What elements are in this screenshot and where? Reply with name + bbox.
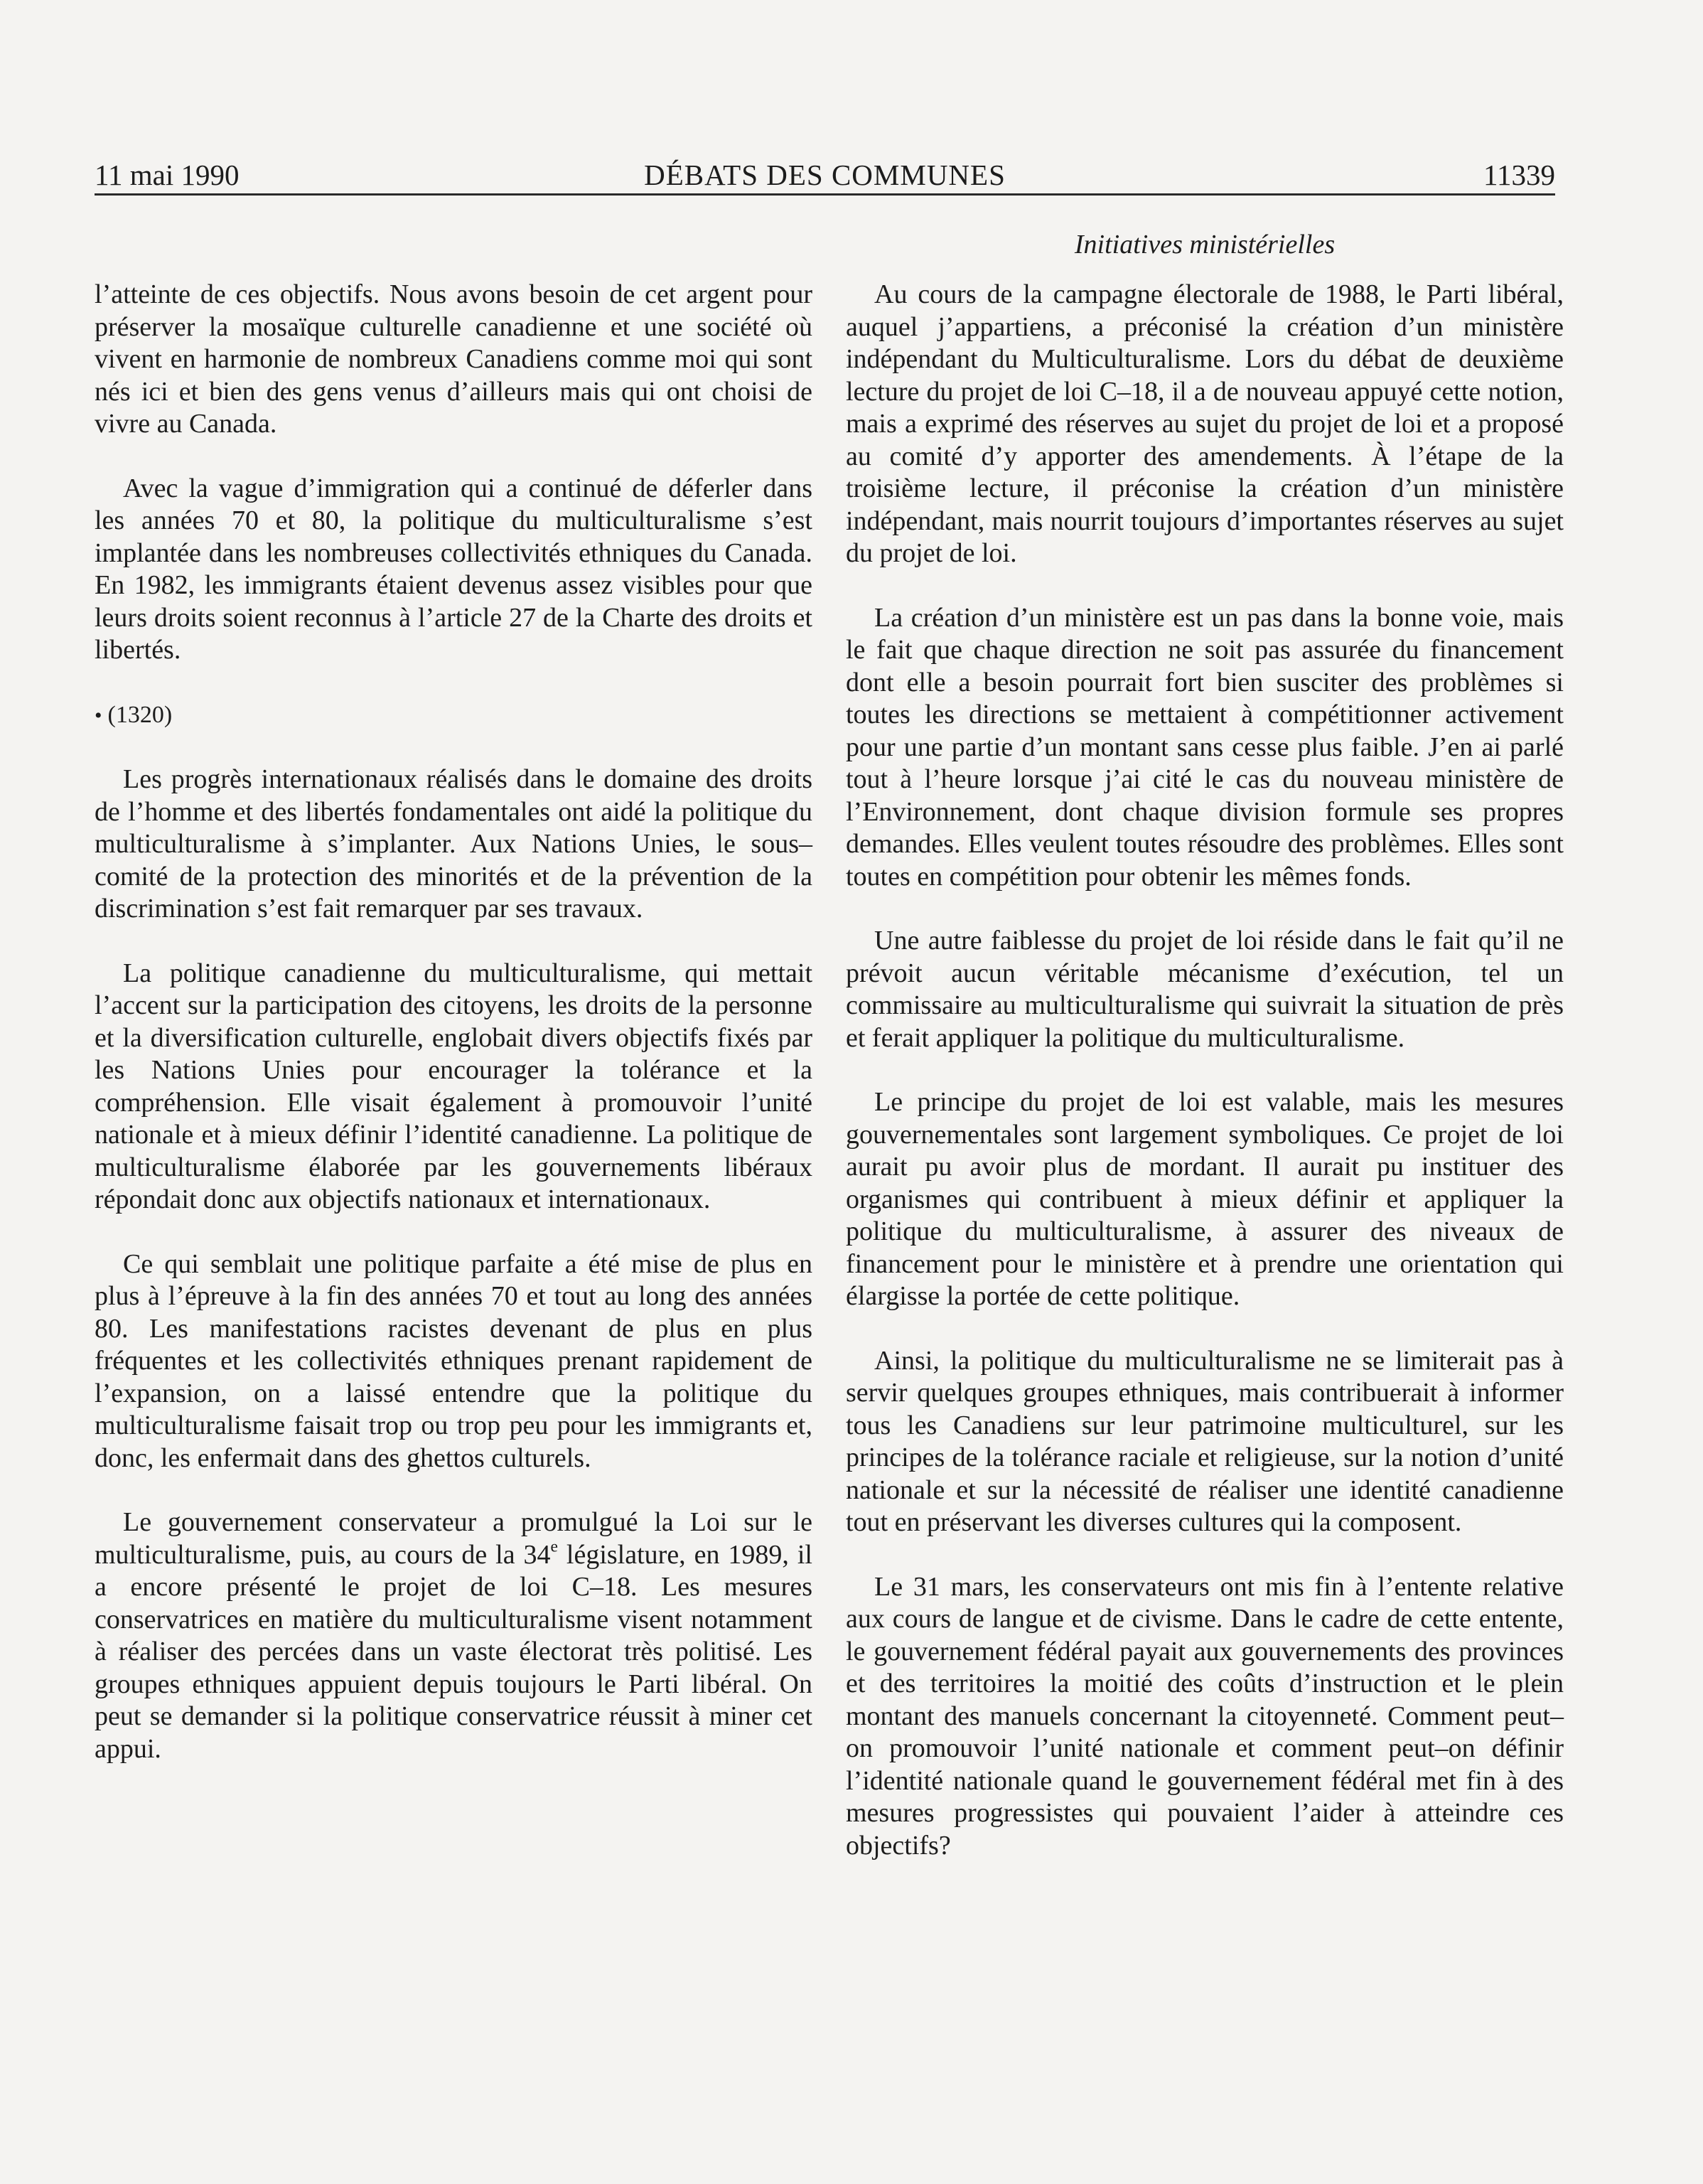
right-column [846,279,1564,1894]
superscript: e [550,1537,558,1556]
header-title: DÉBATS DES COMMUNES [644,159,1006,191]
paragraph: Une autre faiblesse du projet de loi réside dans le fait qu’il ne prévoit aucun véritable mécanisme d’exécution, tel un commissaire au multiculturalisme qui suivrait la situation de près et ferait appliquer la politique du multiculturalisme. [846,926,1564,1053]
paragraph: Avec la vague d’immigration qui a continué de déferler dans les années 70 et 80, la politique du multiculturalisme s’est implantée dans les nombreuses collectivités ethniques du Canada. En 1982, les immigrants étaient devenus assez visibles pour que leurs droits soient reconnus à l’article 27 de la Charte des droits et libertés. [95,473,812,665]
section-subhead: Initiatives ministérielles [1074,230,1336,259]
bullet-icon: • [95,703,102,727]
paragraph: Le principe du projet de loi est valable, mais les mesures gouvernementales sont largement symboliques. Ce projet de loi aurait pu avoir plus de mordant. Il aurait pu instituer des organismes qui contribuent à mieux définir et appliquer la politique du multiculturalisme, à assurer des niveaux de financement pour le ministère et à prendre une orientation qui élargisse la portée de cette politique. [846,1087,1564,1311]
paragraph: l’atteinte de ces objectifs. Nous avons besoin de cet argent pour préserver la mosaïque culturelle canadienne et une société où vivent en harmonie de nombreux Canadiens comme moi qui sont nés ici et bien des gens venus d’ailleurs mais qui ont choisi de vivre au Canada. [95,279,812,439]
paragraph [95,1506,812,1765]
header-page-number: 11339 [1483,159,1555,191]
paragraph: Ainsi, la politique du multiculturalisme ne se limiterait pas à servir quelques groupes ethniques, mais contribuerait à informer tous les Canadiens sur leur patrimoine multiculturel, sur les principes de la tolérance raciale et religieuse, sur la notion d’unité nationale et sur la nécessité de réaliser une identité canadienne tout en préservant les diverses cultures qui la composent. [846,1345,1564,1537]
paragraph: La création d’un ministère est un pas dans la bonne voie, mais le fait que chaque direction ne soit pas assurée du financement dont elle a besoin pourrait fort bien susciter des problèmes si toutes les directions se mettaient à compétitionner activement pour une partie d’un montant sans cesse plus faible. J’en ai parlé tout à l’heure lorsque j’ai cité le cas du nouveau ministère de l’Environnement, dont chaque division formule ses propres demandes. Elles veulent toutes résoudre des problèmes. Elles sont toutes en compétition pour obtenir les mêmes fonds. [846,602,1564,892]
paragraph: Au cours de la campagne électorale de 1988, le Parti libéral, auquel j’appartiens, a préconisé la création d’un ministère indépendant du Multiculturalisme. Lors du débat de deuxième lecture du projet de loi C–18, il a de nouveau appuyé cette notion, mais a exprimé des réserves au sujet du projet de loi et a proposé au comité d’y apporter des amendements. À l’étape de la troisième lecture, il préconise la création d’un ministère indépendant, mais nourrit toujours d’importantes réserves au sujet du projet de loi. [846,279,1564,568]
time-marker [95,699,812,732]
page-header [95,151,1555,196]
time-marker-text: (1320) [107,701,173,728]
left-column [95,279,812,1797]
header-date: 11 mai 1990 [95,159,240,191]
paragraph: Le 31 mars, les conservateurs ont mis fin à l’entente relative aux cours de langue et de civisme. Dans le cadre de cette entente, le gouvernement fédéral payait aux gouvernements des provinces et des territoires la moitié des coûts d’instruction et le plein montant des manuels concernant la citoyenneté. Comment peut–on promouvoir l’unité nationale et comment peut–on définir l’identité nationale quand le gouvernement fédéral met fin à des mesures progressistes qui pouvaient l’aider à atteindre ces objectifs? [846,1571,1564,1861]
paragraph-text: législature, en 1989, il a encore présenté le projet de loi C–18. Les mesures conservatrices en matière du multiculturalisme visent notamment à réaliser des percées dans un vaste électorat très politisé. Les groupes ethniques appuient depuis toujours le Parti libéral. On peut se demander si la politique conservatrice réussit à miner cet appui. [95,1539,812,1764]
paragraph: Les progrès internationaux réalisés dans le domaine des droits de l’homme et des libertés fondamentales ont aidé la politique du multiculturalisme à s’implanter. Aux Nations Unies, le sous–comité de la protection des minorités et de la prévention de la discrimination s’est fait remarquer par ses travaux. [95,764,812,924]
paragraph-text: Le gouvernement conservateur a promulgué la Loi sur le multiculturalisme, puis, au cours de la 34 [95,1507,812,1570]
paragraph: La politique canadienne du multiculturalisme, qui mettait l’accent sur la participation des citoyens, les droits de la personne et la diversification culturelle, englobait divers objectifs fixés par les Nations Unies pour encourager la tolérance et la compréhension. Elle visait également à promouvoir l’unité nationale et à mieux définir l’identité canadienne. La politique de multiculturalisme élaborée par les gouvernements libéraux répondait donc aux objectifs nationaux et internationaux. [95,958,812,1214]
paragraph: Ce qui semblait une politique parfaite a été mise de plus en plus à l’épreuve à la fin des années 70 et tout au long des années 80. Les manifestations racistes devenant de plus en plus fréquentes et les collectivités ethniques prenant rapidement de l’expansion, on a laissé entendre que la politique du multiculturalisme faisait trop ou trop peu pour les immigrants et, donc, les enfermait dans des ghettos culturels. [95,1248,812,1473]
